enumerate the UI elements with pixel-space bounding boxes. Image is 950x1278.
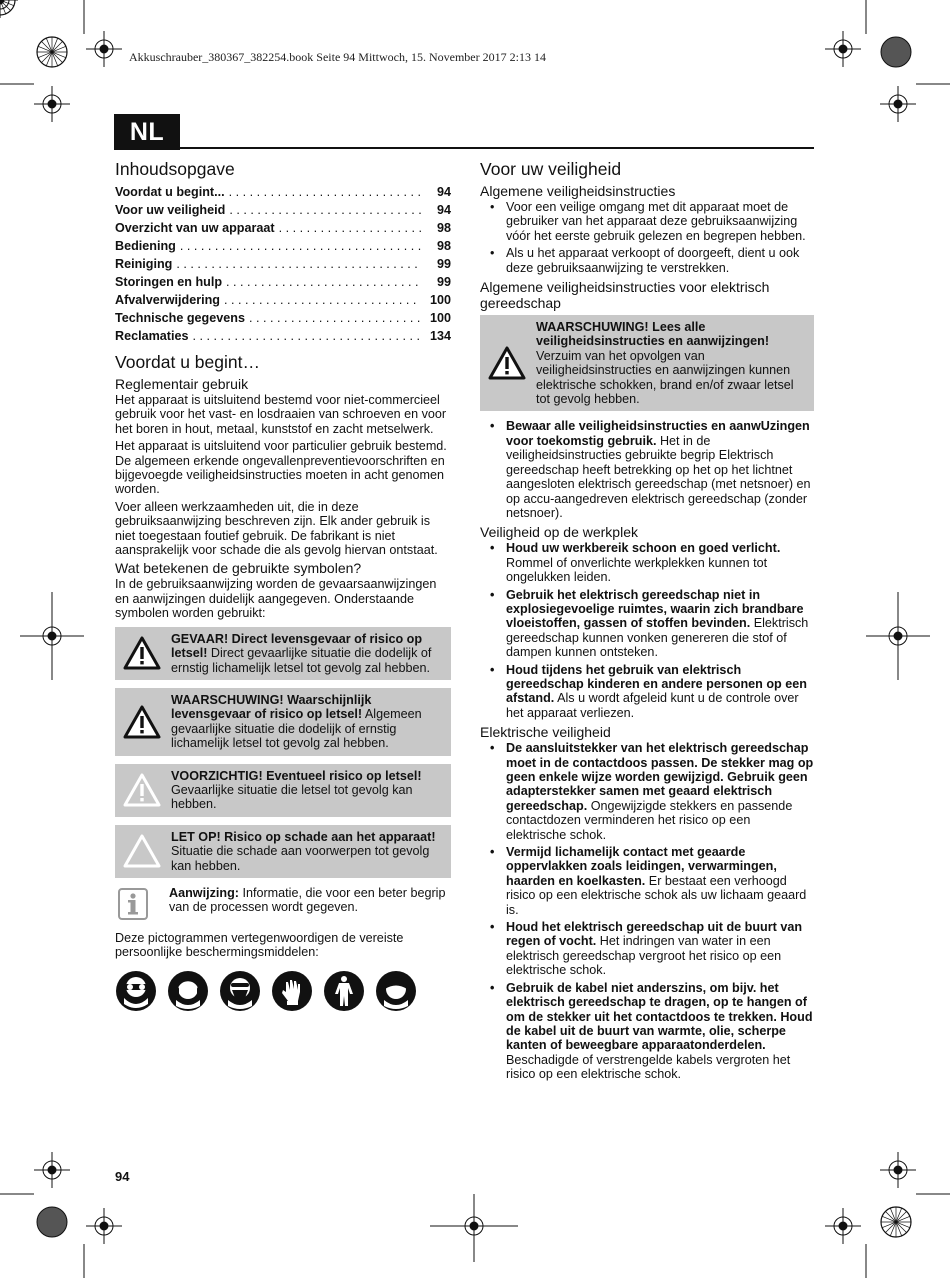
intended-use-p2: Het apparaat is uitsluitend voor particulier gebruik bestemd. De algemeen erkende ongevallenpreventievoorschriften en bijgevoegde veiligheidsinstructies moeten in acht genomen worden.: [115, 439, 447, 497]
print-header: Akkuschrauber_380367_382254.book Seite 94 Mittwoch, 15. November 2017 2:13 14: [129, 50, 546, 64]
toc-item[interactable]: Voordat u begint... . . . 94: [115, 183, 451, 201]
before-title: Voordat u begint…: [115, 352, 260, 372]
pictograms-text: Deze pictogrammen vertegenwoordigen de vereiste persoonlijke beschermingsmiddelen:: [115, 930, 404, 960]
general-safety-title: Algemene veiligheidsinstructies: [480, 183, 676, 199]
notice-box: LET OP! Risico op schade aan het apparaat! Situatie die schade aan voorwerpen tot gevolg kan hebben.: [115, 825, 451, 878]
list-item: • Houd uw werkbereik schoon en goed verlicht. Rommel of onverlichte werkplekken kunnen tot ongelukken leiden.: [480, 541, 814, 584]
right-column: [480, 158, 814, 1086]
list-item: • Houd het elektrisch gereedschap uit de buurt van regen of vocht. Het indringen van water in een elektrisch gereedschap vergroot het risico op een elektrische schok.: [480, 920, 814, 978]
header-rule: [114, 147, 814, 149]
toc-item[interactable]: Voor uw veiligheid . . . 94: [115, 201, 451, 219]
toc-title: Inhoudsopgave: [115, 159, 235, 179]
list-item: • De aansluitstekker van het elektrisch gereedschap moet in de contactdoos passen. De stekker mag op geen enkele wijze worden gewijzigd. Gebruik geen adapterstekker samen met geaard elektrisch gereedschap. Ongewijzigde stekkers en passende contactdozen verminderen het risico op een elektrische schok.: [480, 741, 814, 842]
warning-box: WAARSCHUWING! Waarschijnlijk levensgevaar of risico op letsel! Algemeen gevaarlijke situatie die dodelijk of ernstig lichamelijk letsel tot gevolg zal hebben.: [115, 688, 451, 756]
toc-item[interactable]: Bediening . . . 98: [115, 237, 451, 255]
list-item: • Vermijd lichamelijk contact met geaarde oppervlakken zoals leidingen, verwarmingen, haarden en koelkasten. Er bestaat een verhoogd risico op een elektrische schok als uw lichaam geaard is.: [480, 845, 814, 917]
list-item: • Voor een veilige omgang met dit apparaat moet de gebruiker van het apparaat deze gebruiksaanwijzing vóór het eerste gebruik gelezen en begrepen hebben.: [480, 200, 814, 243]
power-tool-warning-box: WAARSCHUWING! Lees alle veiligheidsinstructies en aanwijzingen! Verzuim van het opvolgen van veiligheidsinstructies en aanwijzingen kunnen elektrische schokken, brand en/of zwaar letsel tot gevolg hebben.: [480, 315, 814, 411]
caution-box: VOORZICHTIG! Eventueel risico op letsel! Gevaarlijke situatie die letsel tot gevolg kan hebben.: [115, 764, 451, 817]
list-item: • Bewaar alle veiligheidsinstructies en aanwUzingen voor toekomstig gebruik. Het in de veiligheidsinstructies gebruikte begrip Elektrisch gereedschap heeft betrekking op het op het lichtnet aangesloten elektrisch gereedschap (met netsnoer) en op accu-aangedreven elektrisch gereedschap (zonder netsnoer).: [480, 419, 814, 520]
workplace-title: Veiligheid op de werkplek: [480, 524, 638, 541]
pictogram-row: [115, 970, 451, 1012]
electrical-list: [480, 741, 814, 1081]
symbols-intro: In de gebruiksaanwijzing worden de gevaarsaanwijzingen en aanwijzingen duidelijk aangegeven. Onderstaande symbolen worden gebruikt:: [115, 577, 437, 621]
list-item: • Gebruik de kabel niet anderszins, om bijv. het elektrisch gereedschap te dragen, op te hangen of om de stekker uit het contactdoos te trekken. Houd de kabel uit de buurt van warmte, olie, scherpe kanten of beweegbare apparaatonderdelen. Beschadigde of verstrengelde kabels vergroten het risico op een elektrische schok.: [480, 981, 814, 1082]
power-tool-title: Algemene veiligheidsinstructies voor elektrisch gereedschap: [480, 279, 770, 312]
warning-triangle-icon: [486, 320, 528, 406]
language-badge: NL: [114, 114, 180, 150]
dust-mask-icon: [219, 970, 261, 1012]
electrical-title: Elektrische veiligheid: [480, 724, 611, 741]
toc-item[interactable]: Reclamaties . . . 134: [115, 327, 451, 345]
general-safety-list: [480, 200, 814, 275]
list-item: • Houd tijdens het gebruik van elektrisch gereedschap kinderen en andere personen op een afstand. Als u wordt afgeleid kunt u de controle over het apparaat verliezen.: [480, 663, 814, 721]
toc-item[interactable]: Overzicht van uw apparaat . . . 98: [115, 219, 451, 237]
warning-triangle-icon: [121, 693, 163, 751]
symbols-title: Wat betekenen de gebruikte symbolen?: [115, 560, 362, 577]
intended-use-p1: Het apparaat is uitsluitend bestemd voor niet-commercieel gebruik voor het vast- en losdraaien van schroeven en voor het boren in hout, metaal, kunststof en zacht metselwerk.: [115, 393, 447, 436]
warning-triangle-icon: [121, 632, 163, 675]
protective-gloves-icon: [271, 970, 313, 1012]
intended-use-p3: Voer alleen werkzaamheden uit, die in deze gebruiksaanwijzing beschreven zijn. Elk ander gebruik is niet toegestaan foutief gebruik. De fabrikant is niet aansprakelijk voor schade die als gevolg hiervan ontstaat.: [115, 499, 438, 558]
list-item: • Gebruik het elektrisch gereedschap niet in explosiegevoelige ruimtes, waarin zich brandbare vloeistoffen, gassen of stoffen bevinden. Elektrisch gereedschap kunnen vonken genereren die stof of dampen kunnen ontsteken.: [480, 588, 814, 660]
left-column: [115, 158, 451, 1012]
notice-triangle-icon: [121, 830, 163, 873]
toc-item[interactable]: Technische gegevens . . . 100: [115, 309, 451, 327]
safety-glasses-icon: [115, 970, 157, 1012]
caution-triangle-icon: [121, 769, 163, 812]
list-item: • Als u het apparaat verkoopt of doorgeeft, dient u ook deze gebruiksaanwijzing te verstrekken.: [480, 246, 814, 275]
safety-title: Voor uw veiligheid: [480, 159, 622, 179]
table-of-contents: [115, 183, 451, 345]
toc-item[interactable]: Afvalverwijdering . . . 100: [115, 291, 451, 309]
ear-protection-icon: [167, 970, 209, 1012]
toc-item[interactable]: Reiniging . . . 99: [115, 255, 451, 273]
intended-use-title: Reglementair gebruik: [115, 376, 249, 392]
protective-clothing-icon: [323, 970, 365, 1012]
hint-box: Aanwijzing: Informatie, die voor een beter begrip van de processen wordt gegeven.: [115, 886, 451, 927]
page-number: 94: [115, 1169, 130, 1184]
toc-item[interactable]: Storingen en hulp . . . 99: [115, 273, 451, 291]
danger-box: GEVAAR! Direct levensgevaar of risico op letsel! Direct gevaarlijke situatie die dodelijk of ernstig lichamelijk letsel tot gevolg zal hebben.: [115, 627, 451, 680]
keep-instructions-list: [480, 419, 814, 520]
workplace-list: [480, 541, 814, 720]
hairnet-icon: [375, 970, 417, 1012]
info-icon: [115, 886, 157, 927]
